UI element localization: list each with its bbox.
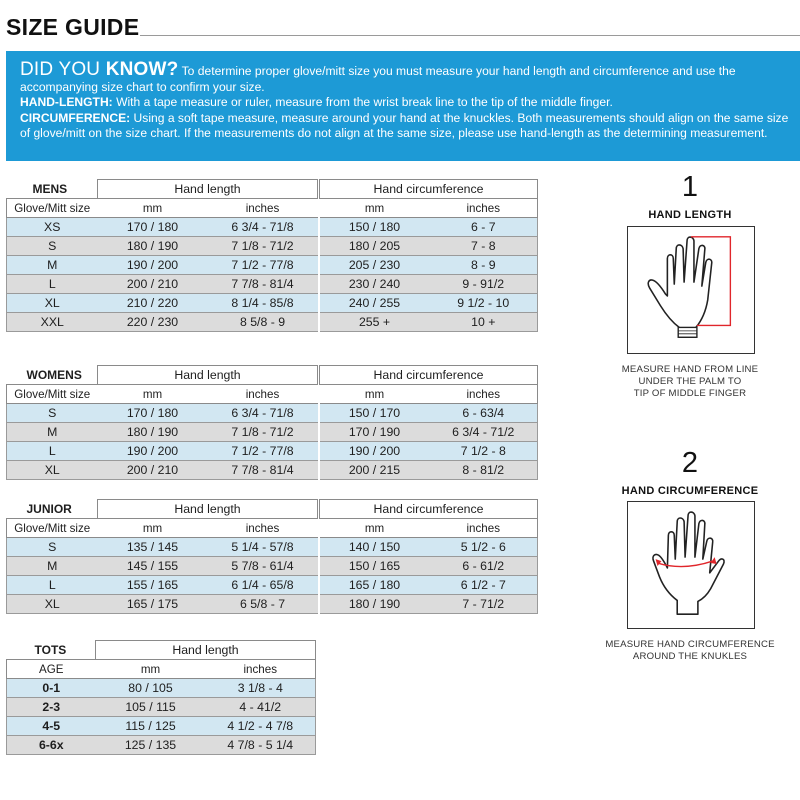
len-in-cell: 7 1/8 - 71/2 (208, 237, 318, 256)
circ-mm-cell: 230 / 240 (320, 275, 430, 294)
mens-len-mm-header: mm (98, 199, 208, 218)
len-mm-cell: 180 / 190 (98, 423, 208, 442)
size-cell: S (7, 404, 98, 423)
table-row (7, 576, 538, 595)
len-mm-cell: 190 / 200 (98, 442, 208, 461)
circ-in-cell: 6 1/2 - 7 (430, 576, 538, 595)
len-in-cell: 7 1/2 - 77/8 (208, 256, 318, 275)
len-mm-cell: 190 / 200 (98, 256, 208, 275)
circ-in-cell: 10 + (430, 313, 538, 332)
size-cell: XS (7, 218, 98, 237)
len-mm-cell: 200 / 210 (98, 275, 208, 294)
table-row (7, 423, 538, 442)
circ-in-cell: 9 - 91/2 (430, 275, 538, 294)
len-in-cell: 7 7/8 - 81/4 (208, 461, 318, 480)
table-row (7, 461, 538, 480)
mens-label: MENS (32, 181, 68, 196)
size-cell: XXL (7, 313, 98, 332)
title-divider (140, 35, 800, 36)
circ-mm-cell: 240 / 255 (320, 294, 430, 313)
junior-len-mm-header: mm (98, 519, 208, 538)
circ-in-cell: 8 - 81/2 (430, 461, 538, 480)
circ-in-cell: 6 - 61/2 (430, 557, 538, 576)
womens-size-table (6, 365, 538, 480)
womens-hand-circ-header: Hand circumference (320, 366, 538, 385)
size-cell: XL (7, 461, 98, 480)
mens-size-col-header: Glove/Mitt size (7, 199, 98, 218)
tots-len-in-header: inches (206, 660, 316, 679)
step-2-title: HAND CIRCUMFERENCE (621, 485, 759, 497)
step-1-title: HAND LENGTH (648, 209, 732, 221)
table-row (7, 717, 316, 736)
mens-hand-length-header: Hand length (98, 180, 318, 199)
circ-mm-cell: 180 / 205 (320, 237, 430, 256)
womens-circ-mm-header: mm (320, 385, 430, 404)
circ-mm-cell: 190 / 200 (320, 442, 430, 461)
len-in-cell: 4 1/2 - 4 7/8 (206, 717, 316, 736)
table-row (7, 538, 538, 557)
table-row (7, 237, 538, 256)
junior-hand-circ-header: Hand circumference (320, 500, 538, 519)
table-row (7, 313, 538, 332)
table-row (7, 679, 316, 698)
size-cell: M (7, 557, 98, 576)
step-1-caption-line-1: MEASURE HAND FROM LINE (621, 364, 759, 375)
banner-heading-know: KNOW? (105, 59, 179, 80)
len-mm-cell: 125 / 135 (96, 736, 206, 755)
circ-in-cell: 7 1/2 - 8 (430, 442, 538, 461)
banner-circ-text: Using a soft tape measure, measure around your hand at the knuckles. Both measurements should align on the same size of glove/mitt on the size chart. If the measurements do not align at the same size, please use hand-length as the determining measurement. (20, 110, 789, 140)
banner-heading-did-you: DID YOU (20, 59, 106, 80)
len-mm-cell: 200 / 210 (98, 461, 208, 480)
len-in-cell: 5 7/8 - 61/4 (208, 557, 318, 576)
circ-mm-cell: 150 / 170 (320, 404, 430, 423)
did-you-know-banner (6, 51, 800, 161)
junior-circ-in-header: inches (430, 519, 538, 538)
len-mm-cell: 80 / 105 (96, 679, 206, 698)
table-row (7, 442, 538, 461)
banner-hand-length-text: With a tape measure or ruler, measure from the wrist break line to the tip of the middle finger. (112, 95, 613, 109)
size-cell: S (7, 538, 98, 557)
tots-size-table (6, 640, 316, 755)
step-1-caption-line-2: UNDER THE PALM TO (638, 376, 742, 387)
hand-length-icon (628, 227, 754, 353)
womens-size-col-header: Glove/Mitt size (7, 385, 98, 404)
size-cell: M (7, 423, 98, 442)
len-in-cell: 4 - 41/2 (206, 698, 316, 717)
circ-mm-cell: 205 / 230 (320, 256, 430, 275)
mens-len-in-header: inches (208, 199, 318, 218)
table-row (7, 275, 538, 294)
age-cell: 2-3 (7, 698, 96, 717)
len-mm-cell: 170 / 180 (98, 404, 208, 423)
banner-heading (20, 59, 178, 80)
len-in-cell: 6 3/4 - 71/8 (208, 218, 318, 237)
len-in-cell: 8 5/8 - 9 (208, 313, 318, 332)
junior-label: JUNIOR (26, 501, 72, 516)
circ-mm-cell: 140 / 150 (320, 538, 430, 557)
junior-size-table (6, 499, 538, 614)
step-2-caption-line-1: MEASURE HAND CIRCUMFERENCE (605, 639, 775, 650)
circ-mm-cell: 200 / 215 (320, 461, 430, 480)
step-2-caption-line-2: AROUND THE KNUKLES (632, 651, 748, 662)
mens-size-table (6, 179, 538, 332)
womens-hand-length-header: Hand length (98, 366, 318, 385)
len-in-cell: 6 5/8 - 7 (208, 595, 318, 614)
circ-mm-cell: 150 / 180 (320, 218, 430, 237)
size-cell: XL (7, 294, 98, 313)
table-row (7, 595, 538, 614)
size-cell: S (7, 237, 98, 256)
age-cell: 0-1 (7, 679, 96, 698)
len-in-cell: 7 1/2 - 77/8 (208, 442, 318, 461)
banner-hand-length (20, 95, 800, 111)
step-1-caption-line-3: TIP OF MIDDLE FINGER (633, 388, 747, 399)
len-mm-cell: 115 / 125 (96, 717, 206, 736)
circ-in-cell: 7 - 8 (430, 237, 538, 256)
len-mm-cell: 155 / 165 (98, 576, 208, 595)
circ-mm-cell: 255 + (320, 313, 430, 332)
circ-mm-cell: 165 / 180 (320, 576, 430, 595)
banner-circ-label: CIRCUMFERENCE: (20, 110, 131, 125)
circ-in-cell: 6 3/4 - 71/2 (430, 423, 538, 442)
tots-len-mm-header: mm (96, 660, 206, 679)
len-mm-cell: 135 / 145 (98, 538, 208, 557)
table-row (7, 736, 316, 755)
age-cell: 6-6x (7, 736, 96, 755)
table-row (7, 698, 316, 717)
tots-label: TOTS (34, 642, 67, 657)
banner-intro (20, 59, 800, 95)
table-row (7, 557, 538, 576)
circ-mm-cell: 150 / 165 (320, 557, 430, 576)
banner-circumference (20, 111, 800, 142)
table-row (7, 294, 538, 313)
step-1-caption (610, 364, 770, 400)
len-mm-cell: 210 / 220 (98, 294, 208, 313)
circ-in-cell: 8 - 9 (430, 256, 538, 275)
len-in-cell: 7 7/8 - 81/4 (208, 275, 318, 294)
page-title: SIZE GUIDE (6, 14, 140, 40)
len-mm-cell: 220 / 230 (98, 313, 208, 332)
circ-in-cell: 5 1/2 - 6 (430, 538, 538, 557)
womens-len-mm-header: mm (98, 385, 208, 404)
hand-length-diagram (627, 226, 755, 354)
size-cell: L (7, 275, 98, 294)
circ-in-cell: 9 1/2 - 10 (430, 294, 538, 313)
size-cell: L (7, 442, 98, 461)
len-mm-cell: 145 / 155 (98, 557, 208, 576)
size-cell: M (7, 256, 98, 275)
len-in-cell: 8 1/4 - 85/8 (208, 294, 318, 313)
table-row (7, 404, 538, 423)
womens-label: WOMENS (26, 367, 82, 382)
tots-age-col-header: AGE (7, 660, 96, 679)
mens-circ-in-header: inches (430, 199, 538, 218)
len-mm-cell: 165 / 175 (98, 595, 208, 614)
circ-in-cell: 6 - 7 (430, 218, 538, 237)
table-row (7, 218, 538, 237)
len-mm-cell: 180 / 190 (98, 237, 208, 256)
len-in-cell: 7 1/8 - 71/2 (208, 423, 318, 442)
len-mm-cell: 170 / 180 (98, 218, 208, 237)
womens-len-in-header: inches (208, 385, 318, 404)
step-2-number: 2 (681, 447, 699, 479)
age-cell: 4-5 (7, 717, 96, 736)
hand-circumference-diagram (627, 501, 755, 629)
mens-hand-circ-header: Hand circumference (320, 180, 538, 199)
hand-circumference-icon (628, 502, 754, 628)
junior-circ-mm-header: mm (320, 519, 430, 538)
mens-circ-mm-header: mm (320, 199, 430, 218)
step-2-caption (600, 639, 780, 663)
tots-hand-length-header: Hand length (96, 641, 316, 660)
len-in-cell: 6 1/4 - 65/8 (208, 576, 318, 595)
banner-intro-text: To determine proper glove/mitt size you must measure your hand length and circumference and use the accompanying size chart to confirm your size. (20, 64, 736, 94)
junior-size-col-header: Glove/Mitt size (7, 519, 98, 538)
len-in-cell: 4 7/8 - 5 1/4 (206, 736, 316, 755)
womens-circ-in-header: inches (430, 385, 538, 404)
circ-mm-cell: 170 / 190 (320, 423, 430, 442)
step-1-number: 1 (681, 171, 699, 203)
banner-hand-length-label: HAND-LENGTH: (20, 95, 113, 109)
circ-in-cell: 6 - 63/4 (430, 404, 538, 423)
size-cell: L (7, 576, 98, 595)
len-in-cell: 3 1/8 - 4 (206, 679, 316, 698)
len-in-cell: 6 3/4 - 71/8 (208, 404, 318, 423)
circ-mm-cell: 180 / 190 (320, 595, 430, 614)
len-mm-cell: 105 / 115 (96, 698, 206, 717)
circ-in-cell: 7 - 71/2 (430, 595, 538, 614)
len-in-cell: 5 1/4 - 57/8 (208, 538, 318, 557)
size-cell: XL (7, 595, 98, 614)
junior-hand-length-header: Hand length (98, 500, 318, 519)
table-row (7, 256, 538, 275)
junior-len-in-header: inches (208, 519, 318, 538)
